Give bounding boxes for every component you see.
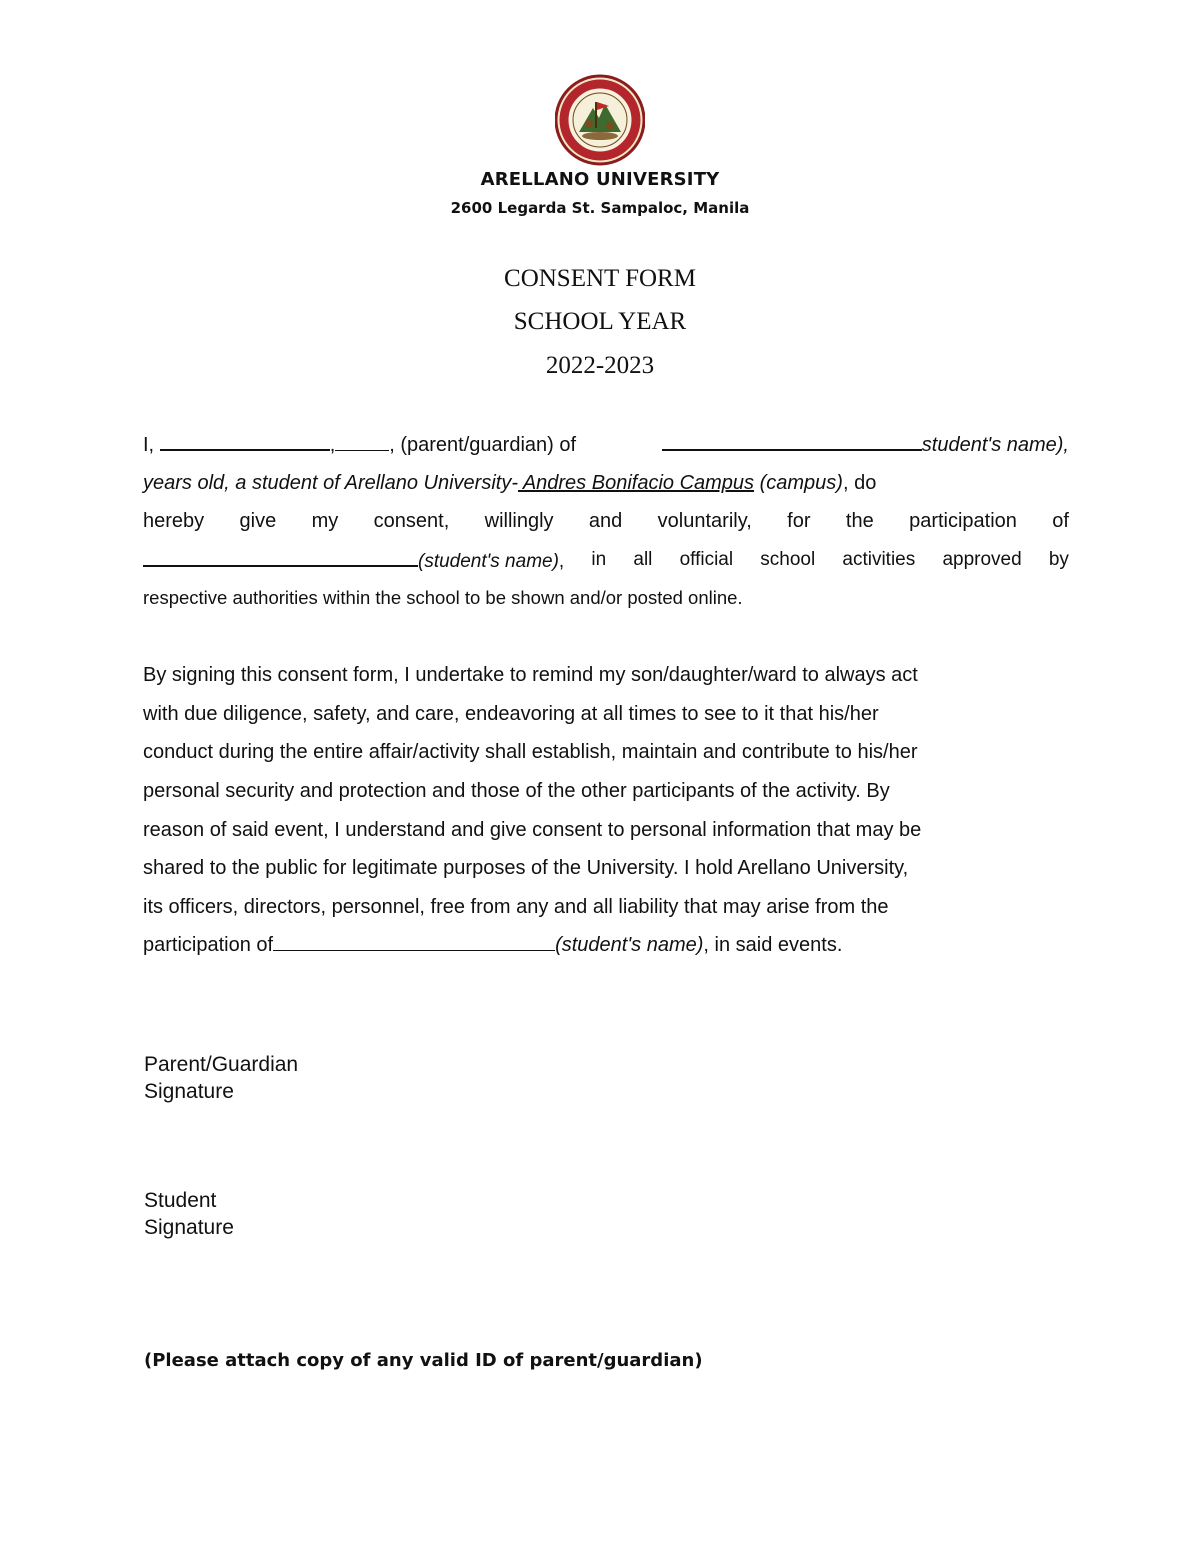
word: voluntarily,	[657, 510, 752, 532]
student-signature-block[interactable]	[144, 1187, 234, 1241]
word: my	[311, 510, 339, 532]
parent-name-blank[interactable]	[160, 425, 330, 451]
word: hereby	[143, 510, 205, 532]
undertaking-line: its officers, directors, personnel, free from any and all liability that may arise from the	[143, 896, 889, 918]
text-do: , do	[842, 472, 877, 494]
student-signature-label: Student	[144, 1189, 217, 1212]
campus-name: Andres Bonifacio Campus	[518, 472, 755, 494]
consent-line-5: respective authorities within the school to be shown and/or posted online.	[143, 587, 743, 608]
parent-signature-sublabel: Signature	[144, 1080, 234, 1103]
undertaking-line: with due diligence, safety, and care, endeavoring at all times to see to it that his/her	[143, 703, 879, 725]
university-seal-logo	[555, 74, 645, 166]
word: for	[787, 510, 811, 532]
word: the	[845, 510, 874, 532]
word: ,	[558, 551, 565, 572]
undertaking-line: conduct during the entire affair/activity shall establish, maintain and contribute to his/her	[143, 741, 918, 763]
student-name-blank-3[interactable]	[273, 926, 555, 951]
text-in-said-events: , in said events.	[703, 934, 843, 956]
school-year-value: 2022-2023	[545, 352, 655, 379]
consent-line-3	[143, 502, 1069, 540]
campus-label: (campus)	[759, 472, 843, 494]
student-name-label-3: (student's name)	[555, 934, 704, 956]
undertaking-line: shared to the public for legitimate purposes of the University. I hold Arellano University,	[143, 857, 909, 879]
word: all	[633, 549, 653, 570]
word: willingly	[484, 510, 554, 532]
word: participation	[909, 510, 1017, 532]
parent-name-blank-ext[interactable]	[335, 426, 389, 451]
student-name-blank-2[interactable]	[143, 541, 418, 567]
word: give	[239, 510, 277, 532]
university-name: ARELLANO UNIVERSITY	[480, 169, 720, 190]
university-address: 2600 Legarda St. Sampaloc, Manila	[450, 199, 750, 217]
student-name-label-2: (student's name)	[418, 551, 559, 572]
word: consent,	[373, 510, 450, 532]
text-parent-guardian-of: , (parent/guardian) of	[389, 434, 577, 456]
word: in	[591, 549, 607, 570]
consent-line-2	[143, 464, 1069, 502]
word: of	[1052, 510, 1069, 532]
attach-id-note: (Please attach copy of any valid ID of parent/guardian)	[144, 1350, 703, 1371]
consent-line-1	[143, 425, 1069, 463]
text-i: I,	[143, 434, 155, 456]
undertaking-line: reason of said event, I understand and give consent to personal information that may be	[143, 819, 922, 841]
word: school	[760, 549, 816, 570]
student-name-label-1: student's name),	[921, 434, 1069, 456]
undertaking-line-last	[143, 926, 1069, 964]
school-year-label: SCHOOL YEAR	[513, 308, 687, 335]
word: and	[588, 510, 623, 532]
word: by	[1048, 549, 1069, 570]
parent-signature-label: Parent/Guardian	[144, 1053, 299, 1076]
text-years-old: years old, a student of Arellano University-	[143, 472, 518, 494]
student-signature-sublabel: Signature	[144, 1216, 234, 1239]
undertaking-line: By signing this consent form, I undertake to remind my son/daughter/ward to always act	[143, 664, 918, 686]
undertaking-line: personal security and protection and those of the other participants of the activity. By	[143, 780, 890, 802]
text-participation-of: participation of	[143, 934, 274, 956]
consent-line-4	[143, 541, 1069, 579]
student-name-blank-1[interactable]	[662, 425, 922, 451]
word: activities	[842, 549, 916, 570]
form-title: CONSENT FORM	[504, 265, 696, 292]
text-comma: ,	[329, 434, 336, 456]
word: approved	[942, 549, 1022, 570]
word: official	[679, 549, 734, 570]
parent-signature-block[interactable]	[144, 1051, 298, 1105]
